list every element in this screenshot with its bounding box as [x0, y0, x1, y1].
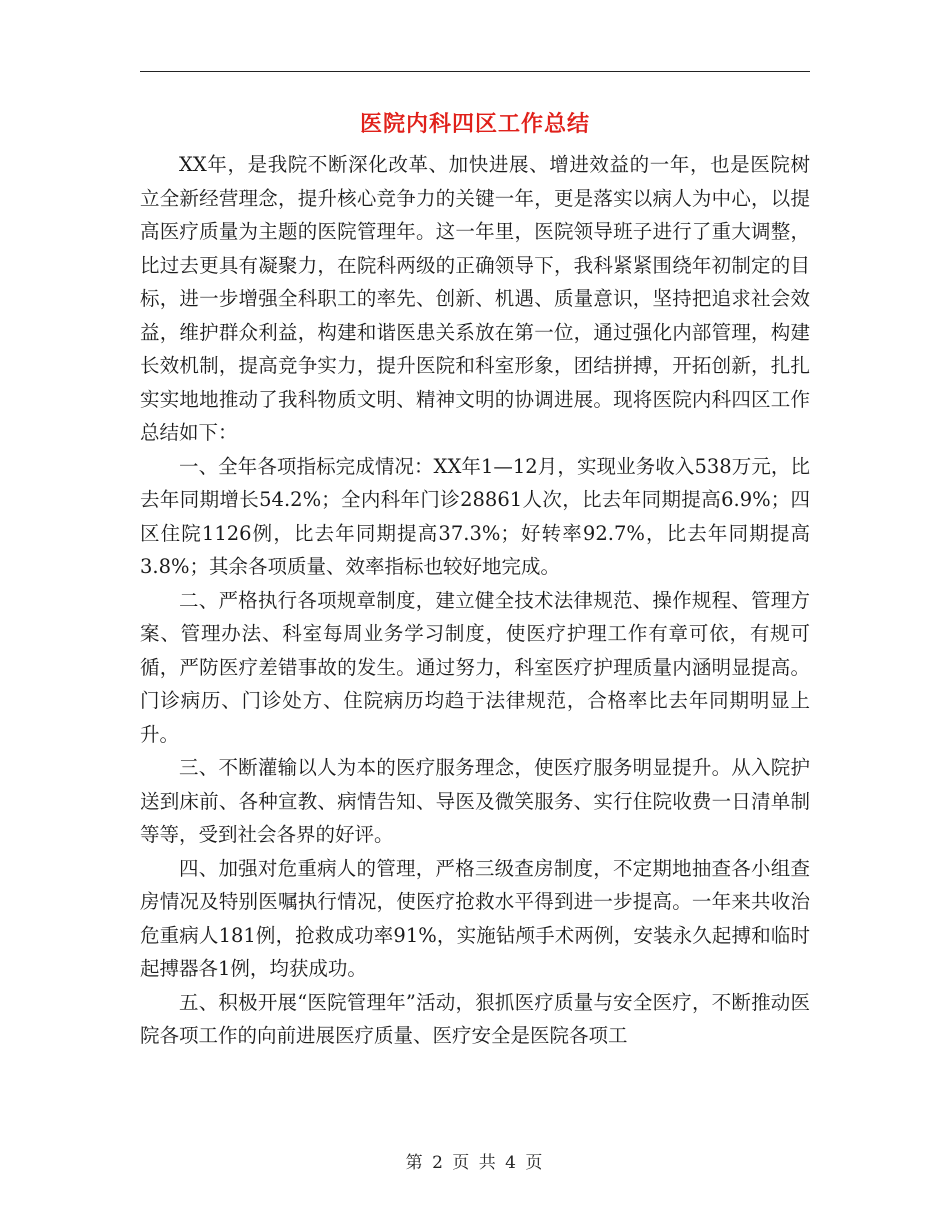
- document-body: [140, 148, 810, 1053]
- paragraph-service: 三、不断灌输以人为本的医疗服务理念，使医疗服务明显提升。从入院护送到床前、各种宣教、病情告知、导医及微笑服务、实行住院收费一日清单制等等，受到社会各界的好评。: [140, 756, 810, 846]
- document-title: 医院内科四区工作总结: [359, 111, 590, 137]
- paragraph-indicators: 一、全年各项指标完成情况：XX年1—12月，实现业务收入538万元，比去年同期增长54.2%；全内科年门诊28861人次，比去年同期提高6.9%；四区住院1126例，比去年同期提高37.3%；好转率92.7%，比去年同期提高3.8%；其余各项质量、效率指标也较好地完成。: [140, 454, 810, 578]
- header-rule: [140, 71, 810, 72]
- page-footer: 第 2 页 共 4 页: [405, 1153, 545, 1173]
- paragraph-regulations: 二、严格执行各项规章制度，建立健全技术法律规范、操作规程、管理方案、管理办法、科室每周业务学习制度，使医疗护理工作有章可依，有规可循，严防医疗差错事故的发生。通过努力，科室医疗护理质量内涵明显提高。门诊病历、门诊处方、住院病历均趋于法律规范，合格率比去年同期明显上升。: [140, 588, 810, 746]
- paragraph-critical-care: 四、加强对危重病人的管理，严格三级查房制度，不定期地抽查各小组查房情况及特别医嘱执行情况，使医疗抢救水平得到进一步提高。一年来共收治危重病人181例，抢救成功率91%，实施钻颅手术两例，安装永久起搏和临时起搏器各1例，均获成功。: [140, 856, 810, 980]
- paragraph-intro: XX年，是我院不断深化改革、加快进展、增进效益的一年，也是医院树立全新经营理念，提升核心竞争力的关键一年，更是落实以病人为中心，以提高医疗质量为主题的医院管理年。这一年里，医院领导班子进行了重大调整，比过去更具有凝聚力，在院科两级的正确领导下，我科紧紧围绕年初制定的目标，进一步增强全科职工的率先、创新、机遇、质量意识，坚持把追求社会效益，维护群众利益，构建和谐医患关系放在第一位，通过强化内部管理，构建长效机制，提高竞争实力，提升医院和科室形象，团结拼搏，开拓创新，扎扎实实地地推动了我科物质文明、精神文明的协调进展。现将医院内科四区工作总结如下：: [140, 153, 810, 444]
- paragraph-management-year: 五、积极开展“医院管理年”活动，狠抓医疗质量与安全医疗，不断推动医院各项工作的向前进展医疗质量、医疗安全是医院各项工: [140, 990, 810, 1047]
